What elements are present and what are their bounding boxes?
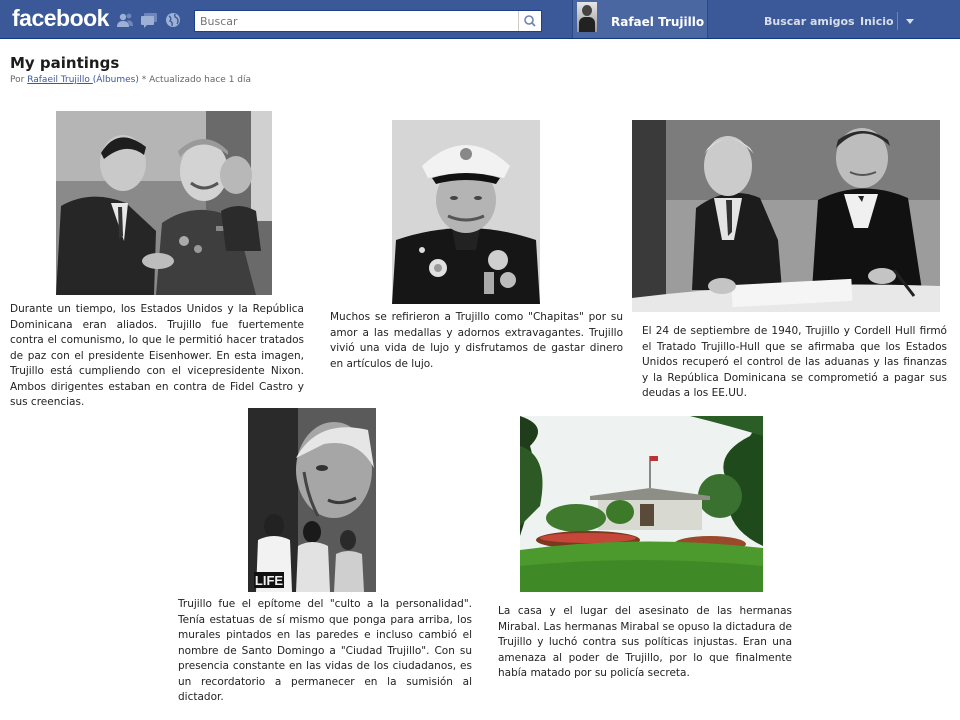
notifications-icon[interactable]	[164, 12, 182, 28]
facebook-logo[interactable]: facebook	[12, 5, 109, 31]
search-bar	[194, 10, 542, 32]
photo-caption: Trujillo fue el epítome del "culto a la personalidad". Tenía estatuas de sí mismo que ponga para arriba, los murales pintados en las paredes e incluso cambió el nombre de Santo Domingo a "Ciudad Trujillo". Con su presencia constante en las vidas de los ciudadanos, es un recordatorio a permanecer en la sumisión al dictador.	[178, 598, 472, 703]
life-watermark: LIFE	[254, 573, 284, 588]
photo-mirabal-house[interactable]	[520, 416, 763, 592]
nav-divider	[897, 12, 898, 30]
photo-treaty-signing[interactable]	[632, 120, 940, 312]
search-icon	[519, 11, 541, 31]
photo-caption: Durante un tiempo, los Estados Unidos y la República Dominicana eran aliados. Trujillo fue fuertemente contra el comunismo, lo que le permitió hacer tratados de paz con el presidente Eisenhower. En esta imagen, Trujillo está cumpliendo con el vicepresidente Nixon. Ambos dirigentes estaban en contra de Fidel Castro y sus creencias.	[10, 303, 304, 408]
search-button[interactable]	[518, 11, 541, 31]
page-title: My paintings	[10, 54, 120, 72]
photo-nixon-trujillo[interactable]	[56, 111, 272, 295]
author-link[interactable]: Rafaeil Trujillo	[27, 75, 93, 85]
dropdown-arrow-icon[interactable]	[906, 19, 914, 24]
messages-icon[interactable]	[140, 12, 158, 28]
find-friends-link[interactable]: Buscar amigos	[764, 15, 855, 28]
search-input[interactable]	[195, 11, 515, 31]
meta-prefix: Por	[10, 75, 28, 85]
album-meta	[10, 75, 251, 85]
profile-name[interactable]: Rafael Trujillo	[611, 15, 705, 29]
photo-cult-of-personality[interactable]	[248, 408, 376, 592]
photo-caption: Muchos se refirieron a Trujillo como "Chapitas" por su amor a las medallas y adornos extravagantes. Trujillo vivió una vida de lujo y disfrutamos de gastar dinero en artículos de lujo.	[330, 311, 623, 370]
photo-trujillo-medals[interactable]	[392, 120, 540, 304]
profile-tab[interactable]	[572, 0, 708, 38]
meta-suffix: * Actualizado hace 1 día	[138, 75, 252, 85]
avatar[interactable]	[577, 2, 597, 32]
top-navigation-bar	[0, 0, 960, 39]
friend-requests-icon[interactable]	[116, 12, 134, 28]
photo-caption: El 24 de septiembre de 1940, Trujillo y Cordell Hull firmó el Tratado Trujillo-Hull que se afirmaba que los Estados Unidos recuperó el control de las aduanas y las finanzas y la República Dominicana se comprometió a pagar sus deudas a los EE.UU.	[642, 325, 947, 399]
home-link[interactable]: Inicio	[860, 15, 894, 28]
albums-link[interactable]: (Álbumes)	[92, 75, 139, 85]
photo-caption: La casa y el lugar del asesinato de las hermanas Mirabal. Las hermanas Mirabal se opuso la dictadura de Trujillo y luchó contra sus políticas injustas. Eran una amenaza al poder de Trujillo, por lo que finalmente había matado por su policía secreta.	[498, 605, 792, 679]
